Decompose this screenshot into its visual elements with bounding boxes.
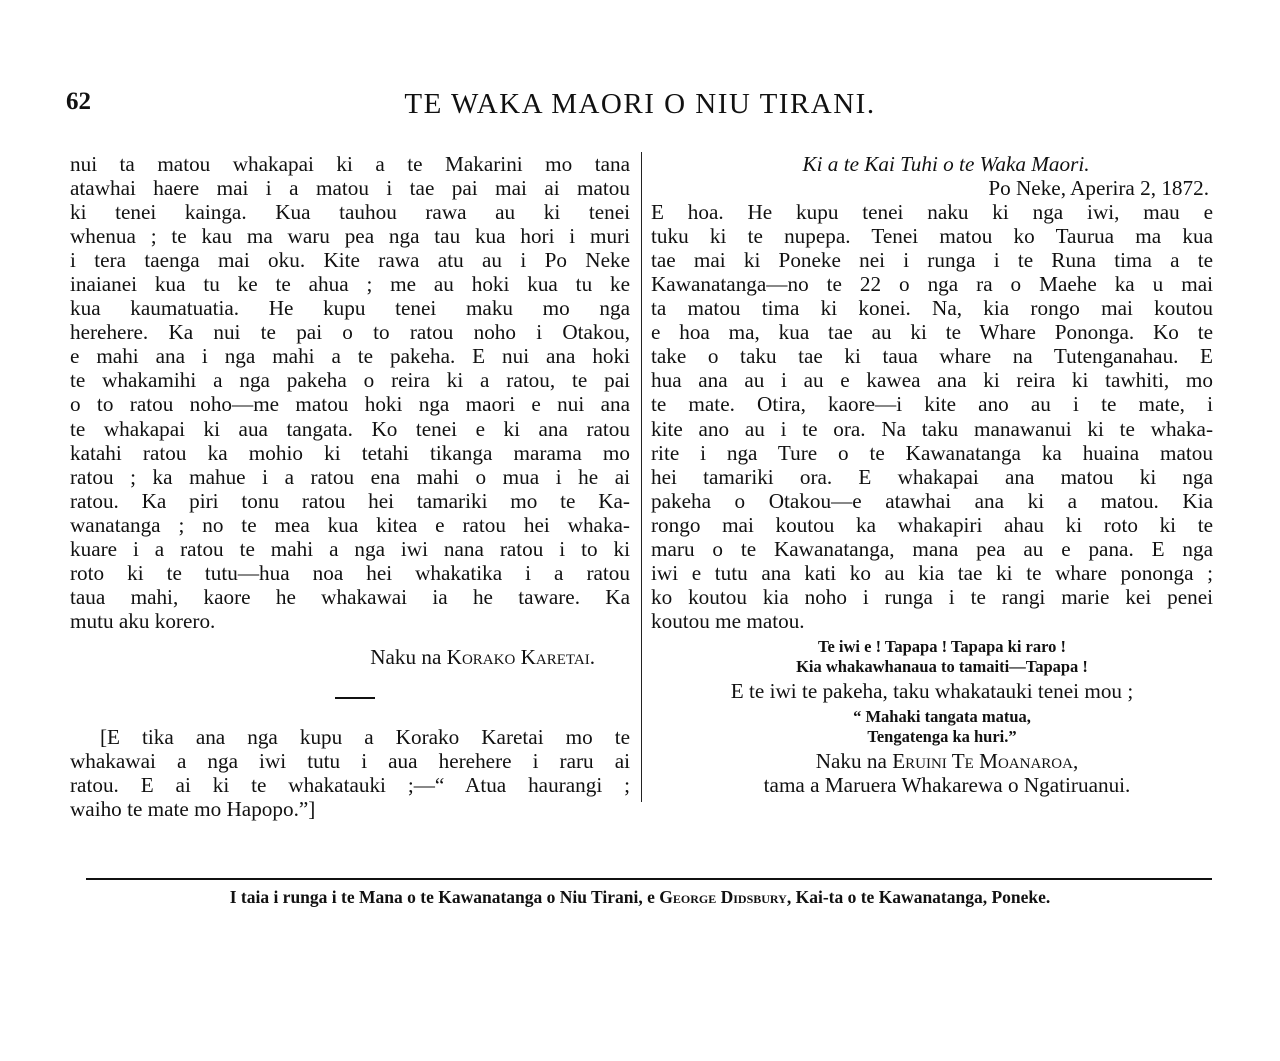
left-signature-name: Korako Karetai. <box>446 644 595 669</box>
section-divider-rule <box>335 697 375 699</box>
footer-printer: George Didsbury, <box>659 887 792 907</box>
verse-block-1 <box>671 637 1213 677</box>
text-line: kua kaumatuatia. He kupu tenei maku mo nga <box>70 296 630 321</box>
text-line: tae mai ki Poneke nei i runga i te Runa tima a te <box>651 248 1213 273</box>
note-line: whakawai a nga iwi tutu i aua herehere i raru ai <box>70 749 630 774</box>
note-line: waiho te mate mo Hapopo.”] <box>70 797 316 822</box>
verse-block-2 <box>671 707 1213 747</box>
text-line: te whakamihi a nga pakeha o reira ki a ratou, te pai <box>70 368 630 393</box>
right-signature <box>651 749 1213 773</box>
text-line: iwi e tutu ana kati ko au kia tae ki te whare pononga ; <box>651 560 1213 585</box>
text-line: maru o te Kawanatanga, mana pea au e pana. E nga <box>651 536 1213 561</box>
footer-rule <box>86 878 1212 880</box>
note-line: ratou. E ai ki te whakatauki ;—“ Atua haurangi ; <box>70 773 630 798</box>
right-signature-prefix: Naku na <box>815 748 887 773</box>
text-line: o to ratou noho—me matou hoki nga maori e nui ana <box>70 392 630 417</box>
text-line: e hoa ma, kua tae au ki te Whare Pononga. Ko te <box>651 320 1213 345</box>
footer-suffix: Kai-ta o te Kawanatanga, Poneke. <box>795 887 1051 907</box>
right-column <box>651 152 1213 797</box>
editor-note <box>70 725 630 821</box>
text-line: roto ki te tutu—hua noa hei whakatika i a ratou <box>70 560 630 585</box>
text-line: inaianei kua tu ke te ahua ; me au hoki kua tu ke <box>70 272 630 297</box>
text-line: E hoa. He kupu tenei naku ki nga iwi, mau e <box>651 200 1213 225</box>
text-line: rongo mai koutou ka whakapiri ahau ki roto ki te <box>651 512 1213 537</box>
verse-line: Kia whakawhanaua to tamaiti—Tapapa ! <box>796 656 1088 676</box>
text-line: ratou ; ka mahue i a ratou ena mahi o mua i he ai <box>70 464 630 489</box>
right-signature-name: Eruini Te Moanaroa, <box>892 748 1079 773</box>
text-line: kite ano au i te ora. Na taku manawanui ki te whaka- <box>651 416 1213 441</box>
text-line: hei tamariki ora. E whakapai ana matou ki nga <box>651 464 1213 489</box>
text-line: take o taku tae ki taua whare na Tutenganahau. E <box>651 344 1213 369</box>
text-line: hua ana au i au e kawea ana ki reira ki tawhiti, mo <box>651 368 1213 393</box>
note-line: [E tika ana nga kupu a Korako Karetai mo te <box>100 724 630 749</box>
left-signature <box>70 645 630 669</box>
text-line: katahi ratou ka mohio ki tetahi tikanga marama mo <box>70 440 630 465</box>
text-line: whenua ; te kau ma waru pea nga tau kua hori i muri <box>70 224 630 249</box>
text-line: pakeha o Otakou—e atawhai ana ki a matou. Kia <box>651 488 1213 513</box>
text-line: atawhai haere mai i a matou i tae pai mai ai matou <box>70 176 630 201</box>
footer-imprint <box>0 887 1280 908</box>
text-line: ki tenei kainga. Kua tauhou rawa au ki tenei <box>70 200 630 225</box>
text-line: tuku ki te nupepa. Tenei matou ko Taurua ma kua <box>651 224 1213 249</box>
verse-line: Tengatenga ka huri.” <box>867 726 1017 746</box>
text-line: mutu aku korero. <box>70 608 216 633</box>
text-line: ta matou tima ki konei. Na, kia rongo mai koutou <box>651 296 1213 321</box>
text-line: i tera taenga mai oku. Kite rawa atu au i Po Neke <box>70 248 630 273</box>
text-line: kuare i a ratou te mahi a nga iwi nana ratou i to ki <box>70 536 630 561</box>
text-line: te whakapai ki aua tangata. Ko tenei e ki ana ratou <box>70 416 630 441</box>
right-body-text <box>651 200 1213 633</box>
column-divider <box>641 152 642 802</box>
left-column <box>70 152 630 821</box>
text-line: nui ta matou whakapai ki a te Makarini mo tana <box>70 152 630 176</box>
letter-salutation: Ki a te Kai Tuhi o te Waka Maori. <box>802 152 1090 176</box>
left-body-text <box>70 152 630 633</box>
text-line: koutou me matou. <box>651 608 805 633</box>
verse-line: “ Mahaki tangata matua, <box>853 706 1031 726</box>
text-line: rite i nga Ture o te Kawanatanga ka huaina matou <box>651 440 1213 465</box>
verse-line: Te iwi e ! Tapapa ! Tapapa ki raro ! <box>817 636 1067 656</box>
right-signature-line2: tama a Maruera Whakarewa o Ngatiruanui. <box>763 773 1131 798</box>
text-line: ratou. Ka piri tonu ratou hei tamariki mo te Ka- <box>70 488 630 513</box>
text-line: e mahi ana i nga mahi a te pakeha. E nui ana hoki <box>70 344 630 369</box>
text-line: herehere. Ka nui te pai o to ratou noho i Otakou, <box>70 320 630 345</box>
letter-dateline: Po Neke, Aperira 2, 1872. <box>988 176 1209 201</box>
text-line: ko koutou kia noho i runga i te rangi marie kei penei <box>651 584 1213 609</box>
text-line: wanatanga ; no te mea kua kitea e ratou hei whaka- <box>70 512 630 537</box>
page-title: TE WAKA MAORI O NIU TIRANI. <box>404 88 876 120</box>
page-number: 62 <box>66 88 91 115</box>
text-line: Kawanatanga—no te 22 o nga ra o Maehe ka u mai <box>651 272 1213 297</box>
footer-prefix: I taia i runga i te Mana o te Kawanatanga o Niu Tirani, e <box>229 887 655 907</box>
text-line: te mate. Otira, kaore—i kite ano au i te mate, i <box>651 392 1213 417</box>
text-line: taua mahi, kaore he whakawai ia he taware. Ka <box>70 584 630 609</box>
proverb-intro: E te iwi te pakeha, taku whakatauki tenei mou ; <box>730 678 1134 703</box>
left-signature-prefix: Naku na <box>370 644 442 669</box>
